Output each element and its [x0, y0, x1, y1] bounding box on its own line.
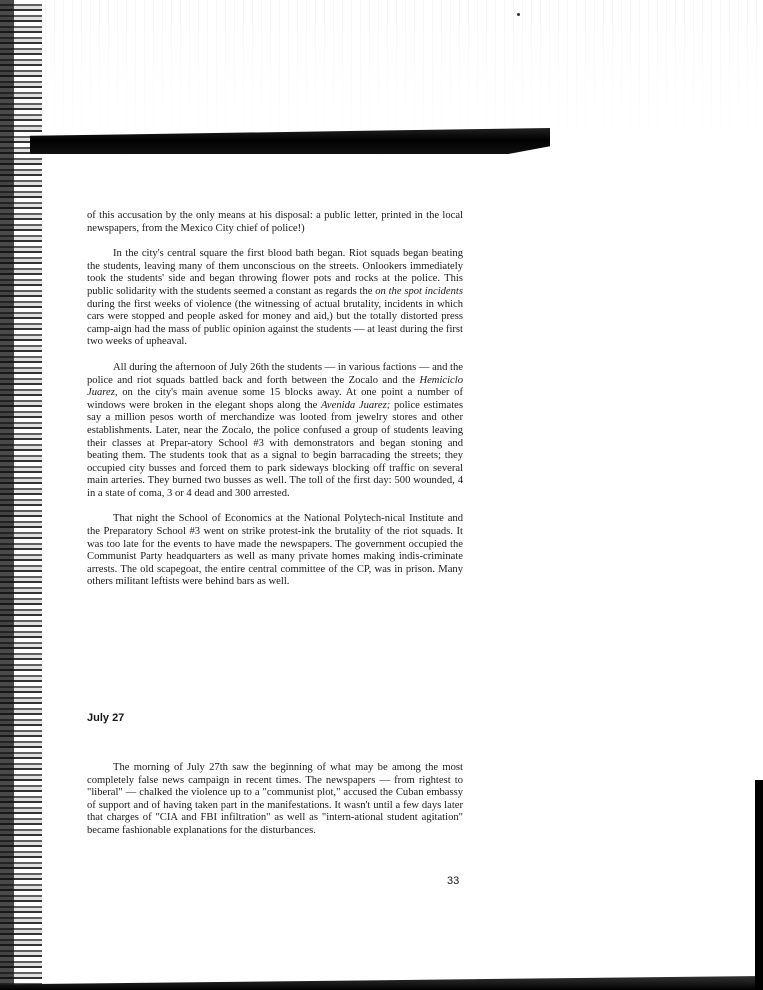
paragraph-1: of this accusation by the only means at his disposal: a public letter, printed in the local newspapers, from the Mexico City chief of police!): [87, 210, 463, 234]
paragraph-3: All during the afternoon of July 26th the students — in various factions — and the police and riot squads battled back and forth between the Zocalo and the Hemiciclo Juarez, on the city's main avenue some 15 blocks away. At one point a number of windows were broken in the elegant shops along the Avenida Juarez; police estimates say a million pesos worth of merchandize was looted from jewelry stores and other establishments. Later, near the Zocalo, the police confused a group of students leaving their classes at Prepar-atory School #3 with demonstrators and began stoning and beating them. The students took that as a signal to begin barracading the streets; they occupied city busses and forced them to park sideways blocking off traffic on several main arteries. They burned two busses as well. The toll of the first day: 500 wounded, 4 in a state of coma, 3 or 4 dead and 300 arrested.: [87, 361, 463, 499]
paragraph-5: The morning of July 27th saw the beginning of what may be among the most completely false news campaign in recent times. The newspapers — from rightest to "liberal" — chalked the violence up to a "communist plot," accused the Cuban embassy of support and of having taken part in the manifestations. It wasn't until a few days later that charges of "CIA and FBI infiltration" as well as "intern-ational student agitation" became fashionable explanations for the disturbances.: [87, 762, 463, 836]
page-number: 33: [447, 875, 460, 887]
scan-bottom-band: [0, 976, 763, 990]
italic-phrase: Hemiciclo Juarez,: [87, 374, 463, 399]
scan-left-edge-dark: [0, 0, 14, 990]
italic-phrase: on the spot incidents: [375, 285, 464, 297]
body-text: [87, 210, 463, 602]
scan-right-edge: [755, 780, 763, 990]
paragraph-2: In the city's central square the first blood bath began. Riot squads began beating the students, leaving many of them unconscious on the streets. Onlookers immediately took the students' side and began throwing flower pots and rocks at the police. This public solidarity with the students seemed a constant as regards the on the spot incidents during the first weeks of violence (the witnessing of actual brutality, incidents in which cars were stopped and people asked for money and aid,) but the totally distorted press camp-aign had the mass of public opinion against the students — at least during the first two weeks of upheaval.: [87, 248, 464, 348]
scan-speck: [517, 13, 520, 16]
italic-phrase: Avenida Juarez;: [321, 399, 391, 411]
section-body: [87, 762, 463, 838]
paragraph-4: That night the School of Economics at the National Polytech-nical Institute and the Preparatory School #3 went on strike protest-ink the brutality of the riot squads. It was too late for the events to have made the newspapers. The government occupied the Communist Party headquarters as well as many private homes making indis-criminate arrests. The old scapegoat, the entire central committee of the CP, was in prison. Many others militant leftists were behind bars as well.: [87, 513, 463, 588]
section-heading: July 27: [87, 712, 125, 724]
